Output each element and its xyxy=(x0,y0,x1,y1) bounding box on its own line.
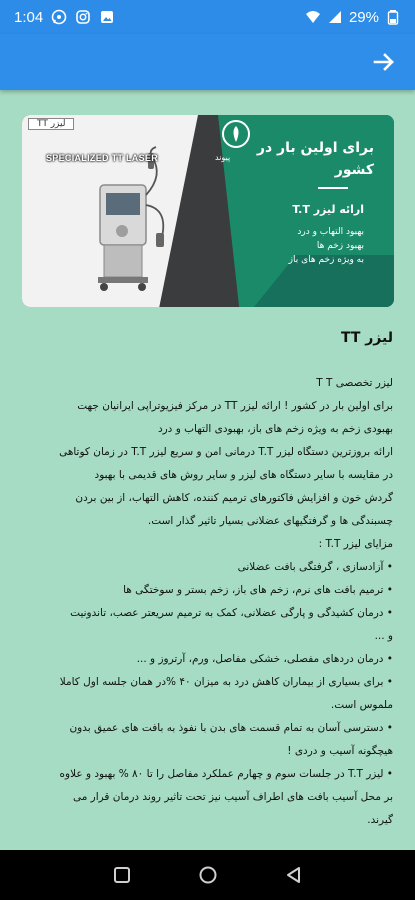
article-line: ملموس است. xyxy=(330,699,393,711)
wifi-icon xyxy=(305,9,321,25)
article-line: مزایای لیزر T.T : xyxy=(318,538,393,550)
system-nav-bar xyxy=(0,850,415,900)
banner-tag: لیزر TT xyxy=(28,118,74,130)
banner-feature-list xyxy=(289,225,364,267)
back-icon[interactable] xyxy=(283,864,305,886)
article-body xyxy=(22,372,393,832)
article-line: • آزادسازی ، گرفتگی بافت عضلانی xyxy=(237,561,393,573)
article-title: لیزر TT xyxy=(340,330,393,346)
gallery-icon xyxy=(99,9,115,25)
banner-feature-title: ارائه لیزر T.T xyxy=(292,203,364,216)
article-line: • برای بسیاری از بیماران کاهش درد به میزان ۴۰ %در همان جلسه اول کاملا xyxy=(59,676,393,688)
machine-label: SPECIALIZED TT LASER xyxy=(46,153,159,163)
article-line: بر محل آسیب بافت های اطراف آسیب نیز تحت تاثیر روند درمان قرار می xyxy=(72,791,393,803)
article-line: و ... xyxy=(374,630,393,642)
article-line: در مقایسه با سایر دستگاه های لیزر و سایر روش های قدیمی با بهبود xyxy=(94,469,393,481)
article-line: هیچگونه آسیب و دردی ! xyxy=(287,745,393,757)
article-line: ارائه بروزترین دستگاه لیزر T.T درمانی امن و سریع لیزر T.T در زمان کوتاهی xyxy=(59,446,393,458)
status-bar xyxy=(0,0,415,34)
article-line: • درمان کشیدگی و پارگی عضلانی، کمک به ترمیم سریعتر عصب، تاندونیت xyxy=(70,607,393,619)
article-line: • لیزر T.T در جلسات سوم و چهارم عملکرد مفاصل را تا ۸۰ % بهبود و علاوه xyxy=(59,768,393,780)
app-bar xyxy=(0,34,415,90)
article-line: • درمان دردهای مفصلی، خشکی مفاصل، ورم، آرتروز و ... xyxy=(136,653,393,665)
banner-feature: بهبود التهاب و درد xyxy=(297,227,364,237)
article-line: برای اولین بار در کشور ! ارائه لیزر TT در مرکز فیزیوتراپی ایرانیان جهت xyxy=(77,400,393,412)
article-line: بهبودی زخم به ویژه زخم های باز، بهبودی التهاب و درد xyxy=(157,423,393,435)
brand-logo-text: پیوند xyxy=(215,153,231,162)
banner-divider xyxy=(318,187,348,189)
banner-headline: برای اولین بار در کشور xyxy=(256,140,374,178)
promo-banner xyxy=(22,115,394,307)
article-line: گردش خون و افزایش فاکتورهای ترمیم کننده، کاهش التهاب، از بین بردن xyxy=(75,492,393,504)
banner-feature: بهبود زخم ها xyxy=(316,241,364,251)
home-icon[interactable] xyxy=(197,864,219,886)
instagram-icon xyxy=(75,9,91,25)
article-line: لیزر تخصصی T T xyxy=(316,377,393,389)
battery-percentage: 29% xyxy=(348,8,379,26)
article-line: • دسترسی آسان به تمام قسمت های بدن با نفوذ به بافت های عمیق بدون xyxy=(69,722,393,734)
signal-icon xyxy=(327,9,343,25)
article-line: چسبندگی ها و گرفتگیهای عضلانی بسیار تاثیر گذار است. xyxy=(147,515,393,527)
status-time: 1:04 xyxy=(14,8,44,26)
whatsapp-icon xyxy=(51,9,67,25)
battery-icon xyxy=(385,9,401,25)
recents-icon[interactable] xyxy=(111,864,133,886)
article-line: گیرند. xyxy=(367,814,393,826)
arrow-forward-icon[interactable] xyxy=(371,49,397,75)
article-line: • ترمیم بافت های نرم، زخم های باز، زخم بستر و سوختگی ها xyxy=(123,584,393,596)
status-left xyxy=(14,9,115,26)
banner-feature: به ویژه زخم های باز xyxy=(288,255,364,265)
laser-machine-image xyxy=(52,145,172,295)
status-right xyxy=(305,9,401,26)
